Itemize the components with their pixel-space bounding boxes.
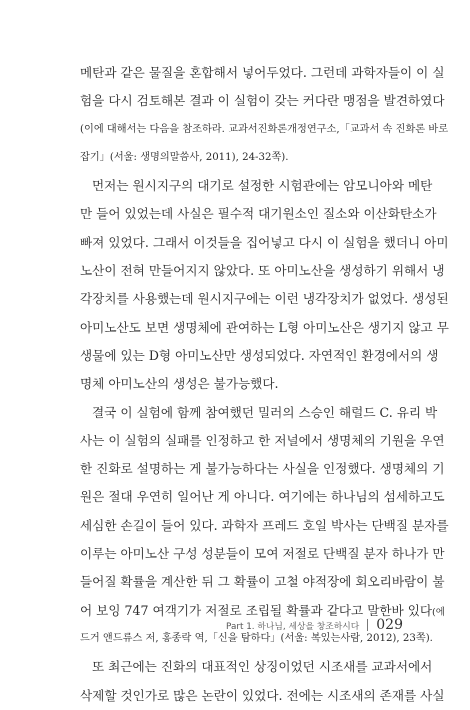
text-line-content: 또 최근에는 진화의 대표적인 상징이었던 시조새를 교과서에서 (92, 659, 433, 675)
text-line (80, 399, 438, 427)
text-line-content: 험을 다시 검토해본 결과 이 실험이 갖는 커다란 맹점을 발견하였다 (80, 93, 445, 109)
text-line (80, 285, 449, 313)
text-line-content: (이에 대해서는 다음을 참조하라. 교과서진화론개정연구소,「교과서 속 진화론 바로 (80, 123, 449, 135)
text-line-content: 이루는 아미노산 구성 성분들이 모여 저절로 단백질 분자 하나가 만 (80, 546, 445, 562)
text-line (80, 370, 403, 398)
text-line-content: 원은 절대 우연히 일어난 게 아니다. 여기에는 하나님의 섬세하고도 (80, 489, 445, 505)
text-line-content: 삭제할 것인가로 많은 논란이 있었다. 전에는 시조새의 존재를 사실 (80, 687, 445, 703)
text-line (80, 200, 437, 228)
text-line (80, 483, 445, 511)
text-line-content: 결국 이 실험에 함께 참여했던 밀러의 스승인 해럴드 C. 유리 박 (92, 404, 438, 420)
text-line (80, 229, 449, 257)
text-line (80, 512, 449, 540)
text-line (80, 314, 449, 342)
text-line (80, 653, 433, 681)
text-line-content: 드거 앤드류스 저, 홍종락 역,「신을 탐하다」(서울: 복있는사람, 2012), 23쪽). (80, 632, 433, 644)
body-text (80, 59, 449, 710)
text-line-content: 아미노산도 보면 생명체에 관여하는 L형 아미노산은 생기지 않고 무 (80, 319, 449, 335)
page-number: 029 (376, 617, 403, 633)
text-line-content: 명체 아미노산의 생성은 불가능했다. (80, 376, 279, 392)
text-line (80, 116, 449, 144)
text-line (80, 682, 445, 710)
text-line (80, 455, 445, 483)
text-line-content: 어 보잉 747 여객기가 저절로 조립될 확률과 같다고 말한바 있다 (80, 602, 433, 618)
text-line (80, 427, 445, 455)
text-line-content: 빠져 있었다. 그래서 이것들을 집어넣고 다시 이 실험을 했더니 아미 (80, 234, 449, 250)
text-line (80, 87, 445, 115)
text-line-content: 세심한 손길이 들어 있다. 과학자 프레드 호일 박사는 단백질 분자를 (80, 517, 449, 533)
citation-fragment: (에 (432, 606, 446, 618)
text-line-content: 생물에 있는 D형 아미노산만 생성되었다. 자연적인 환경에서의 생 (80, 347, 439, 363)
text-line-content: 들어질 확률을 계산한 뒤 그 확률이 고철 야적장에 회오리바람이 불 (80, 574, 445, 590)
text-line-content: 잡기」(서울: 생명의말씀사, 2011), 24-32쪽). (80, 151, 289, 163)
text-line-content: 한 진화로 설명하는 게 불가능하다는 사실을 인정했다. 생명체의 기 (80, 461, 445, 477)
text-line (80, 172, 433, 200)
text-line-content: 메탄과 같은 물질을 혼합해서 넣어두었다. 그런데 과학자들이 이 실 (80, 65, 445, 80)
text-line (80, 568, 445, 596)
page-footer (80, 617, 403, 633)
text-line-content: 노산이 전혀 만들어지지 않았다. 또 아미노산을 생성하기 위해서 냉 (80, 263, 445, 279)
text-line (80, 342, 439, 370)
text-line-content: 사는 이 실험의 실패를 인정하고 한 저널에서 생명체의 기원을 우연 (80, 432, 445, 448)
text-line (80, 257, 445, 285)
running-footer-title: Part 1. 하나님, 세상을 창조하시다 (226, 621, 360, 632)
text-line (80, 144, 403, 172)
text-line-content: 만 들어 있었는데 사실은 필수적 대기원소인 질소와 이산화탄소가 (80, 206, 437, 222)
text-line (80, 59, 445, 87)
text-line-content: 각장치를 사용했는데 원시지구에는 이런 냉각장치가 없었다. 생성된 (80, 291, 449, 307)
text-line (80, 540, 445, 568)
footer-divider (367, 619, 368, 631)
text-line-content: 먼저는 원시지구의 대기로 설정한 시험관에는 암모니아와 메탄 (92, 178, 433, 194)
